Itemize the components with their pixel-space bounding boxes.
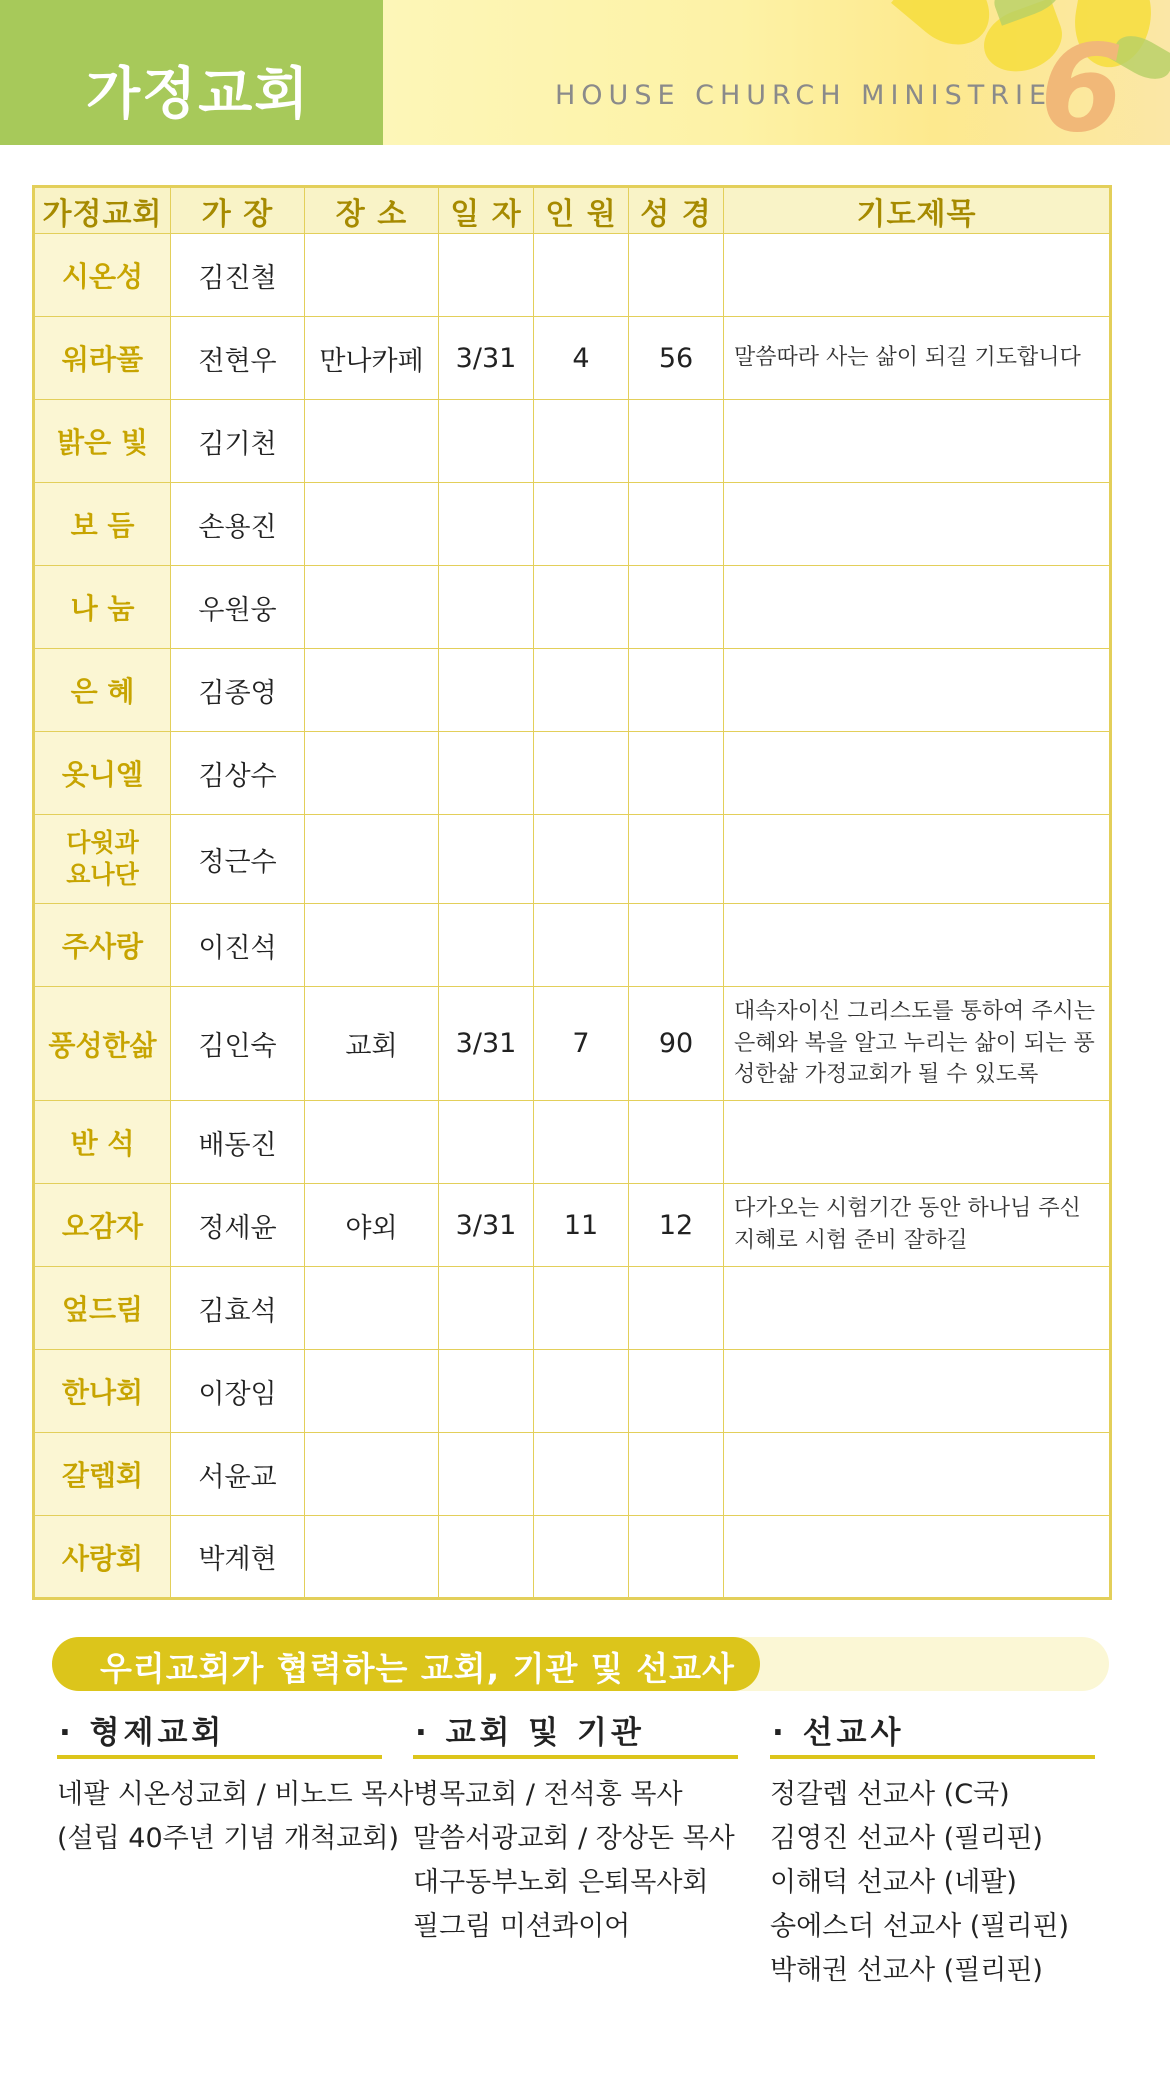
prayer-cell [724,1516,1111,1599]
table-row [34,566,1111,649]
date-cell [439,483,534,566]
count-cell [534,649,629,732]
list-item: 정갈렙 선교사 (C국) [770,1779,1010,1810]
count-cell [534,566,629,649]
list-item: 김영진 선교사 (필리핀) [770,1823,1043,1854]
date-cell: 3/31 [439,317,534,400]
table-header-row [34,187,1111,234]
house-church-table [32,185,1109,1600]
table-row [34,904,1111,987]
list-item: 필그림 미션콰이어 [413,1911,631,1942]
bible-cell: 56 [629,317,724,400]
column-header: 가정교회 [34,187,171,234]
bible-cell [629,566,724,649]
place-cell [305,1267,439,1350]
place-cell [305,400,439,483]
list-item: 네팔 시온성교회 / 비노드 목사 [57,1779,414,1810]
list-item: 병목교회 / 전석홍 목사 [413,1779,683,1810]
prayer-cell: 다가오는 시험기간 동안 하나님 주신 지혜로 시험 준비 잘하길 [724,1184,1111,1267]
page-number: 6 [1040,20,1124,159]
leader-cell: 이진석 [171,904,305,987]
leader-cell: 서윤교 [171,1433,305,1516]
leader-cell: 이장임 [171,1350,305,1433]
date-cell [439,815,534,904]
prayer-cell [724,732,1111,815]
prayer-cell [724,1267,1111,1350]
church-org-column [413,1707,738,1949]
column-header: 성 경 [629,187,724,234]
group-cell: 워라풀 [34,317,171,400]
group-cell: 오감자 [34,1184,171,1267]
place-cell [305,1433,439,1516]
leader-cell: 배동진 [171,1101,305,1184]
leader-cell: 김상수 [171,732,305,815]
place-cell [305,1516,439,1599]
leader-cell: 김진철 [171,234,305,317]
table-row [34,1350,1111,1433]
partners-title: 우리교회가 협력하는 교회, 기관 및 선교사 [100,1649,735,1688]
column-header: 인 원 [534,187,629,234]
date-cell [439,1516,534,1599]
group-cell: 밝은 빛 [34,400,171,483]
list-item: 박해권 선교사 (필리핀) [770,1955,1043,1986]
group-cell: 옷니엘 [34,732,171,815]
date-cell [439,400,534,483]
place-cell [305,1350,439,1433]
bible-cell [629,815,724,904]
place-cell [305,815,439,904]
count-cell [534,1433,629,1516]
prayer-cell [724,566,1111,649]
table-row [34,400,1111,483]
place-cell [305,483,439,566]
group-cell: 주사랑 [34,904,171,987]
leader-cell: 김종영 [171,649,305,732]
prayer-cell: 대속자이신 그리스도를 통하여 주시는 은혜와 복을 알고 누리는 삶이 되는 풍성한삶 가정교회가 될 수 있도록 [724,987,1111,1101]
count-cell [534,904,629,987]
column-header: 일 자 [439,187,534,234]
count-cell: 11 [534,1184,629,1267]
prayer-cell: 말씀따라 사는 삶이 되길 기도합니다 [724,317,1111,400]
leader-cell: 김기천 [171,400,305,483]
list-item: (설립 40주년 기념 개척교회) [57,1823,399,1854]
group-cell: 갈렙회 [34,1433,171,1516]
church-org-list [413,1773,738,1949]
leader-cell: 김인숙 [171,987,305,1101]
missionary-column [770,1707,1095,1993]
group-cell: 보 듬 [34,483,171,566]
date-cell [439,234,534,317]
group-cell: 한나회 [34,1350,171,1433]
prayer-cell [724,400,1111,483]
table-row [34,815,1111,904]
table-row [34,987,1111,1101]
group-cell: 엎드림 [34,1267,171,1350]
group-cell: 반 석 [34,1101,171,1184]
bible-cell: 12 [629,1184,724,1267]
sister-church-column [57,1707,414,1861]
list-item: 대구동부노회 은퇴목사회 [413,1867,709,1898]
bible-cell: 90 [629,987,724,1101]
group-cell: 사랑회 [34,1516,171,1599]
date-cell [439,904,534,987]
table-row [34,1267,1111,1350]
list-item: 말씀서광교회 / 장상돈 목사 [413,1823,735,1854]
count-cell [534,815,629,904]
group-cell: 나 눔 [34,566,171,649]
prayer-cell [724,483,1111,566]
group-cell: 시온성 [34,234,171,317]
count-cell [534,1267,629,1350]
table-row [34,234,1111,317]
column-header: 장 소 [305,187,439,234]
leader-cell: 우원웅 [171,566,305,649]
date-cell [439,732,534,815]
section-heading: · 형제교회 [57,1707,382,1759]
bible-cell [629,1267,724,1350]
table-row [34,1516,1111,1599]
date-cell: 3/31 [439,1184,534,1267]
table-row [34,317,1111,400]
place-cell: 야외 [305,1184,439,1267]
missionary-list [770,1773,1095,1993]
leader-cell: 손용진 [171,483,305,566]
count-cell [534,1101,629,1184]
count-cell [534,234,629,317]
prayer-cell [724,815,1111,904]
place-cell [305,732,439,815]
count-cell [534,483,629,566]
bible-cell [629,1101,724,1184]
date-cell [439,1350,534,1433]
group-cell: 다윗과 요나단 [34,815,171,904]
prayer-cell [724,1433,1111,1516]
place-cell [305,904,439,987]
prayer-cell [724,1101,1111,1184]
place-cell [305,234,439,317]
count-cell [534,732,629,815]
column-header: 가 장 [171,187,305,234]
group-cell: 은 혜 [34,649,171,732]
place-cell [305,1101,439,1184]
date-cell [439,1101,534,1184]
leader-cell: 박계현 [171,1516,305,1599]
date-cell [439,566,534,649]
table-row [34,483,1111,566]
bible-cell [629,732,724,815]
table-row [34,1101,1111,1184]
page-title: 가정교회 [86,62,311,127]
place-cell: 만나카페 [305,317,439,400]
list-item: 송에스더 선교사 (필리핀) [770,1911,1070,1942]
prayer-cell [724,904,1111,987]
bible-cell [629,1350,724,1433]
prayer-cell [724,1350,1111,1433]
count-cell: 4 [534,317,629,400]
table-row [34,1433,1111,1516]
bible-cell [629,649,724,732]
leader-cell: 전현우 [171,317,305,400]
page-header [0,0,1170,159]
place-cell [305,649,439,732]
column-header: 기도제목 [724,187,1111,234]
report-table [32,185,1112,1600]
group-cell: 풍성한삶 [34,987,171,1101]
leader-cell: 정세윤 [171,1184,305,1267]
bible-cell [629,904,724,987]
section-heading: · 선교사 [770,1707,1095,1759]
table-row [34,649,1111,732]
place-cell [305,566,439,649]
prayer-cell [724,649,1111,732]
count-cell [534,1350,629,1433]
leader-cell: 김효석 [171,1267,305,1350]
sister-church-list [57,1773,414,1861]
count-cell [534,400,629,483]
date-cell [439,1267,534,1350]
date-cell [439,1433,534,1516]
section-heading: · 교회 및 기관 [413,1707,738,1759]
list-item: 이해덕 선교사 (네팔) [770,1867,1017,1898]
bible-cell [629,483,724,566]
page-subtitle: HOUSE CHURCH MINISTRIES [555,80,1076,111]
bible-cell [629,400,724,483]
table-row [34,1184,1111,1267]
bible-cell [629,1516,724,1599]
place-cell: 교회 [305,987,439,1101]
leader-cell: 정근수 [171,815,305,904]
prayer-cell [724,234,1111,317]
date-cell [439,649,534,732]
bible-cell [629,1433,724,1516]
date-cell: 3/31 [439,987,534,1101]
count-cell: 7 [534,987,629,1101]
bible-cell [629,234,724,317]
table-row [34,732,1111,815]
count-cell [534,1516,629,1599]
